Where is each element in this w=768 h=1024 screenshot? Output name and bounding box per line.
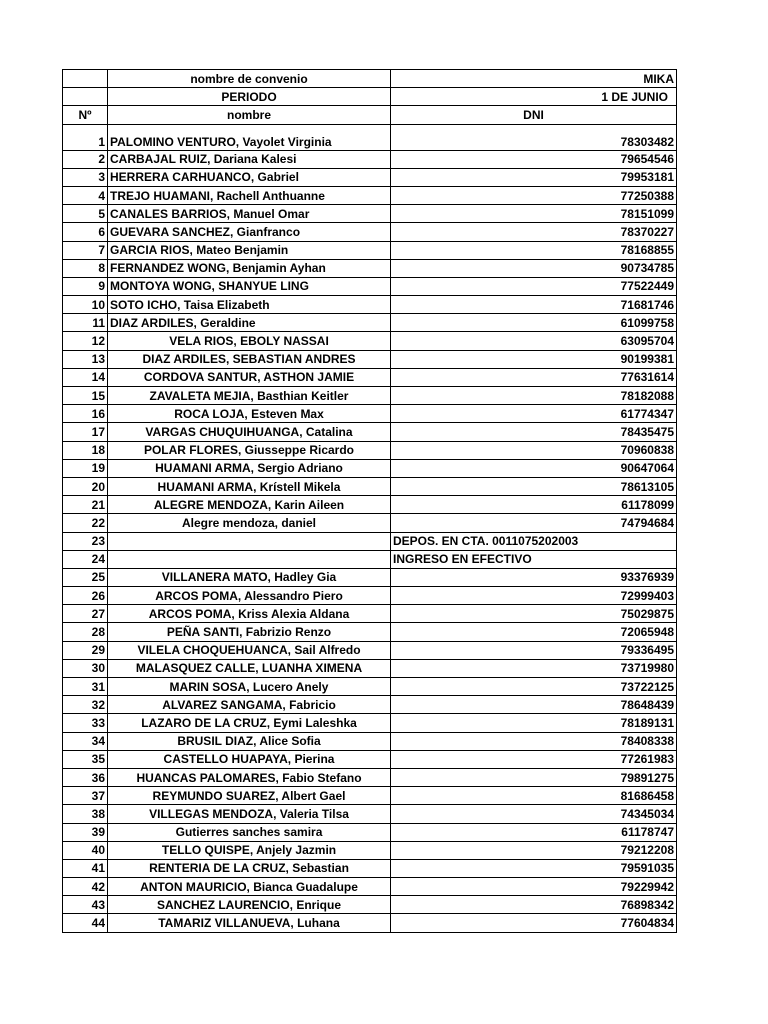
row-number: 21 — [63, 496, 108, 514]
row-dni: 78303482 — [391, 124, 677, 150]
row-dni: 78182088 — [391, 387, 677, 405]
row-dni: 79336495 — [391, 641, 677, 659]
row-number: 18 — [63, 441, 108, 459]
table-row — [63, 750, 677, 768]
row-number: 16 — [63, 405, 108, 423]
table-row — [63, 678, 677, 696]
row-dni: 61099758 — [391, 314, 677, 332]
table-row — [63, 441, 677, 459]
empty-cell — [63, 88, 108, 106]
row-nombre: Gutierres sanches samira — [108, 823, 391, 841]
row-dni: 74345034 — [391, 805, 677, 823]
row-nombre: ZAVALETA MEJIA, Basthian Keitler — [108, 387, 391, 405]
row-dni: 63095704 — [391, 332, 677, 350]
row-number: 38 — [63, 805, 108, 823]
row-number: 43 — [63, 896, 108, 914]
row-number: 37 — [63, 787, 108, 805]
row-nombre: HUAMANI ARMA, Sergio Adriano — [108, 459, 391, 477]
row-number: 39 — [63, 823, 108, 841]
row-dni: 73722125 — [391, 678, 677, 696]
row-dni: 72999403 — [391, 587, 677, 605]
row-nombre — [108, 550, 391, 568]
row-number: 4 — [63, 186, 108, 204]
row-nombre: ARCOS POMA, Alessandro Piero — [108, 587, 391, 605]
row-nombre: ROCA LOJA, Esteven Max — [108, 405, 391, 423]
table-row — [63, 459, 677, 477]
row-number: 35 — [63, 750, 108, 768]
table-row — [63, 550, 677, 568]
row-dni: 77250388 — [391, 186, 677, 204]
table-row — [63, 605, 677, 623]
row-nombre: CANALES BARRIOS, Manuel Omar — [108, 205, 391, 223]
row-number: 1 — [63, 124, 108, 150]
table-row — [63, 732, 677, 750]
row-dni: 61774347 — [391, 405, 677, 423]
table-row — [63, 787, 677, 805]
row-nombre: DIAZ ARDILES, Geraldine — [108, 314, 391, 332]
table-row — [63, 623, 677, 641]
row-number: 15 — [63, 387, 108, 405]
row-dni: 79891275 — [391, 768, 677, 786]
convenio-label: nombre de convenio — [108, 70, 391, 88]
row-number: 7 — [63, 241, 108, 259]
row-number: 41 — [63, 859, 108, 877]
periodo-label: PERIODO — [108, 88, 391, 106]
row-dni: 90734785 — [391, 259, 677, 277]
row-nombre: ALEGRE MENDOZA, Karin Aileen — [108, 496, 391, 514]
row-nombre: VILELA CHOQUEHUANCA, Sail Alfredo — [108, 641, 391, 659]
row-nombre: VARGAS CHUQUIHUANGA, Catalina — [108, 423, 391, 441]
row-dni: 74794684 — [391, 514, 677, 532]
row-dni: 72065948 — [391, 623, 677, 641]
row-nombre — [108, 532, 391, 550]
row-nombre: FERNANDEZ WONG, Benjamin Ayhan — [108, 259, 391, 277]
row-dni: 78613105 — [391, 477, 677, 495]
table-row — [63, 168, 677, 186]
row-nombre: Alegre mendoza, daniel — [108, 514, 391, 532]
row-nombre: CARBAJAL RUIZ, Dariana Kalesi — [108, 150, 391, 168]
row-nombre: MONTOYA WONG, SHANYUE LING — [108, 277, 391, 295]
row-number: 19 — [63, 459, 108, 477]
row-nombre: RENTERIA DE LA CRUZ, Sebastian — [108, 859, 391, 877]
table-row — [63, 150, 677, 168]
table-row — [63, 223, 677, 241]
row-nombre: HUAMANI ARMA, Krístell Mikela — [108, 477, 391, 495]
row-nombre: POLAR FLORES, Giusseppe Ricardo — [108, 441, 391, 459]
col-dni-header: DNI — [391, 106, 677, 124]
row-dni: DEPOS. EN CTA. 0011075202003 — [391, 532, 677, 550]
row-nombre: HERRERA CARHUANCO, Gabriel — [108, 168, 391, 186]
row-number: 3 — [63, 168, 108, 186]
convenio-value: MIKA — [391, 70, 677, 88]
table-row — [63, 659, 677, 677]
row-dni: 78151099 — [391, 205, 677, 223]
row-number: 10 — [63, 296, 108, 314]
row-dni: 77261983 — [391, 750, 677, 768]
table-row — [63, 332, 677, 350]
row-dni: INGRESO EN EFECTIVO — [391, 550, 677, 568]
row-number: 32 — [63, 696, 108, 714]
row-number: 25 — [63, 568, 108, 586]
row-number: 24 — [63, 550, 108, 568]
row-number: 13 — [63, 350, 108, 368]
row-dni: 75029875 — [391, 605, 677, 623]
row-dni: 70960838 — [391, 441, 677, 459]
row-number: 42 — [63, 878, 108, 896]
row-nombre: ALVAREZ SANGAMA, Fabricio — [108, 696, 391, 714]
row-number: 23 — [63, 532, 108, 550]
row-dni: 78648439 — [391, 696, 677, 714]
row-nombre: CASTELLO HUAPAYA, Pierina — [108, 750, 391, 768]
table-row — [63, 823, 677, 841]
table-row — [63, 514, 677, 532]
row-dni: 78189131 — [391, 714, 677, 732]
table-row — [63, 914, 677, 932]
row-nombre: TAMARIZ VILLANUEVA, Luhana — [108, 914, 391, 932]
periodo-row — [63, 88, 677, 106]
table-row — [63, 368, 677, 386]
row-nombre: ANTON MAURICIO, Bianca Guadalupe — [108, 878, 391, 896]
row-number: 34 — [63, 732, 108, 750]
row-dni: 61178747 — [391, 823, 677, 841]
row-number: 22 — [63, 514, 108, 532]
row-nombre: VILLEGAS MENDOZA, Valeria Tilsa — [108, 805, 391, 823]
row-dni: 79212208 — [391, 841, 677, 859]
table-row — [63, 714, 677, 732]
table-row — [63, 496, 677, 514]
empty-cell — [63, 70, 108, 88]
periodo-value: 1 DE JUNIO — [391, 88, 677, 106]
row-nombre: SOTO ICHO, Taisa Elizabeth — [108, 296, 391, 314]
table-row — [63, 350, 677, 368]
row-number: 9 — [63, 277, 108, 295]
roster-body — [63, 70, 677, 933]
table-row — [63, 841, 677, 859]
row-number: 14 — [63, 368, 108, 386]
table-row — [63, 859, 677, 877]
row-number: 12 — [63, 332, 108, 350]
table-row — [63, 768, 677, 786]
row-dni: 77604834 — [391, 914, 677, 932]
table-row — [63, 314, 677, 332]
table-row — [63, 296, 677, 314]
table-row — [63, 532, 677, 550]
table-row — [63, 641, 677, 659]
row-number: 2 — [63, 150, 108, 168]
row-dni: 79953181 — [391, 168, 677, 186]
row-dni: 77522449 — [391, 277, 677, 295]
row-number: 6 — [63, 223, 108, 241]
table-row — [63, 477, 677, 495]
row-nombre: DIAZ ARDILES, SEBASTIAN ANDRES — [108, 350, 391, 368]
row-dni: 90647064 — [391, 459, 677, 477]
row-number: 40 — [63, 841, 108, 859]
row-dni: 71681746 — [391, 296, 677, 314]
table-row — [63, 205, 677, 223]
row-dni: 78168855 — [391, 241, 677, 259]
row-number: 31 — [63, 678, 108, 696]
table-row — [63, 696, 677, 714]
row-nombre: TREJO HUAMANI, Rachell Anthuanne — [108, 186, 391, 204]
row-nombre: CORDOVA SANTUR, ASTHON JAMIE — [108, 368, 391, 386]
row-dni: 61178099 — [391, 496, 677, 514]
row-dni: 78370227 — [391, 223, 677, 241]
row-nombre: PALOMINO VENTURO, Vayolet Virginia — [108, 124, 391, 150]
row-nombre: BRUSIL DIAZ, Alice Sofia — [108, 732, 391, 750]
row-dni: 79229942 — [391, 878, 677, 896]
roster-table — [62, 69, 677, 933]
row-dni: 93376939 — [391, 568, 677, 586]
row-dni: 79654546 — [391, 150, 677, 168]
table-row — [63, 259, 677, 277]
row-nombre: GARCIA RIOS, Mateo Benjamin — [108, 241, 391, 259]
row-number: 5 — [63, 205, 108, 223]
row-number: 36 — [63, 768, 108, 786]
table-row — [63, 568, 677, 586]
row-nombre: VILLANERA MATO, Hadley Gia — [108, 568, 391, 586]
row-number: 29 — [63, 641, 108, 659]
row-dni: 78435475 — [391, 423, 677, 441]
table-row — [63, 241, 677, 259]
row-number: 27 — [63, 605, 108, 623]
row-dni: 81686458 — [391, 787, 677, 805]
row-nombre: ARCOS POMA, Kriss Alexia Aldana — [108, 605, 391, 623]
table-row — [63, 387, 677, 405]
row-number: 30 — [63, 659, 108, 677]
row-nombre: MARIN SOSA, Lucero Anely — [108, 678, 391, 696]
row-nombre: GUEVARA SANCHEZ, Gianfranco — [108, 223, 391, 241]
row-dni: 77631614 — [391, 368, 677, 386]
row-number: 17 — [63, 423, 108, 441]
row-nombre: TELLO QUISPE, Anjely Jazmin — [108, 841, 391, 859]
row-nombre: SANCHEZ LAURENCIO, Enrique — [108, 896, 391, 914]
row-nombre: LAZARO DE LA CRUZ, Eymi Laleshka — [108, 714, 391, 732]
convenio-row — [63, 70, 677, 88]
table-row — [63, 277, 677, 295]
row-dni: 78408338 — [391, 732, 677, 750]
row-number: 11 — [63, 314, 108, 332]
row-nombre: MALASQUEZ CALLE, LUANHA XIMENA — [108, 659, 391, 677]
row-number: 28 — [63, 623, 108, 641]
row-number: 26 — [63, 587, 108, 605]
column-header-row — [63, 106, 677, 124]
col-nombre-header: nombre — [108, 106, 391, 124]
row-nombre: PEÑA SANTI, Fabrizio Renzo — [108, 623, 391, 641]
table-row — [63, 423, 677, 441]
row-nombre: HUANCAS PALOMARES, Fabio Stefano — [108, 768, 391, 786]
row-number: 44 — [63, 914, 108, 932]
row-nombre: REYMUNDO SUAREZ, Albert Gael — [108, 787, 391, 805]
table-row — [63, 405, 677, 423]
table-row — [63, 805, 677, 823]
table-row — [63, 896, 677, 914]
row-number: 33 — [63, 714, 108, 732]
row-nombre: VELA RIOS, EBOLY NASSAI — [108, 332, 391, 350]
row-number: 8 — [63, 259, 108, 277]
row-dni: 76898342 — [391, 896, 677, 914]
row-dni: 90199381 — [391, 350, 677, 368]
row-dni: 79591035 — [391, 859, 677, 877]
row-dni: 73719980 — [391, 659, 677, 677]
col-num-header: Nº — [63, 106, 108, 124]
table-row — [63, 124, 677, 150]
table-row — [63, 878, 677, 896]
row-number: 20 — [63, 477, 108, 495]
table-row — [63, 186, 677, 204]
table-row — [63, 587, 677, 605]
